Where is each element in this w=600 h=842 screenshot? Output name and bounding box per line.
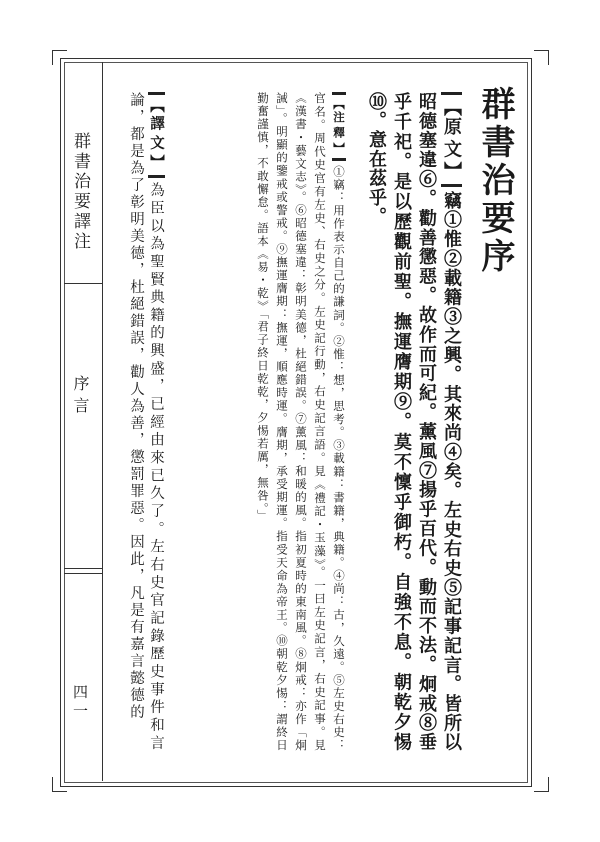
original-text: 竊①惟②載籍③之興。其來尚④矣。左史右史⑤記事記言。皆所以昭德塞違⑥。勸善懲惡。故作而可紀。薰風⑦揚乎百代。動而不法。炯戒⑧垂乎千祀。是以歷觀前聖。撫運膺期⑨。莫不懍乎御朽。自強不息。朝乾夕惕⑩。意在茲乎。 — [366, 92, 462, 752]
translation-label: 【譯文】 — [148, 92, 165, 178]
chapter-title: 群書治要序 — [475, 86, 515, 276]
book-title: 群書治要譯注 — [70, 132, 90, 252]
notes-label: 【注釋】 — [332, 92, 346, 161]
notes-text: ①竊：用作表示自己的謙詞。②惟：想，思考。③載籍：書籍，典籍。④尚：古，久遠。⑤左史右史：官名。周代史官有左史、右史之分。左史記行動，右史記言語。見《禮記・玉藻》。一曰左史記言，右史記事。見《漢書・藝文志》。⑥昭德塞違：彰明美德，杜絕錯誤。⑦薰風：和暖的風。指初夏時的東南風。⑧炯戒：亦作「炯誡」。明顯的鑒戒或警戒。⑨撫運膺期：撫運，順應時運。膺期，承受期運。指受天命為帝王。⑩朝乾夕惕：謂終日勤奮謹慎，不敢懈怠。語本《易・乾》「君子終日乾乾，夕惕若厲，無咎。」 — [256, 92, 346, 752]
page-number: 四一 — [71, 684, 89, 722]
translation-block — [106, 92, 166, 752]
section-name: 序言 — [71, 375, 90, 419]
margin-rule-middle-1 — [64, 568, 102, 569]
margin-divider — [102, 62, 103, 781]
frame-corner-bottom-right — [534, 777, 549, 792]
margin-rule-middle-2 — [64, 573, 102, 574]
frame-corner-top-right — [534, 50, 549, 65]
margin-rule-top — [64, 283, 102, 284]
original-label: 【原文】 — [441, 92, 462, 187]
notes-block — [170, 92, 348, 752]
original-text-block — [352, 92, 464, 752]
translation-text: 為臣以為聖賢典籍的興盛，已經由來已久了。左右史官記錄歷史事件和言論，都是為了彰明美德，杜絕錯誤，勸人為善，懲罰罪惡。因此，凡是有嘉言懿德的 — [128, 92, 164, 752]
